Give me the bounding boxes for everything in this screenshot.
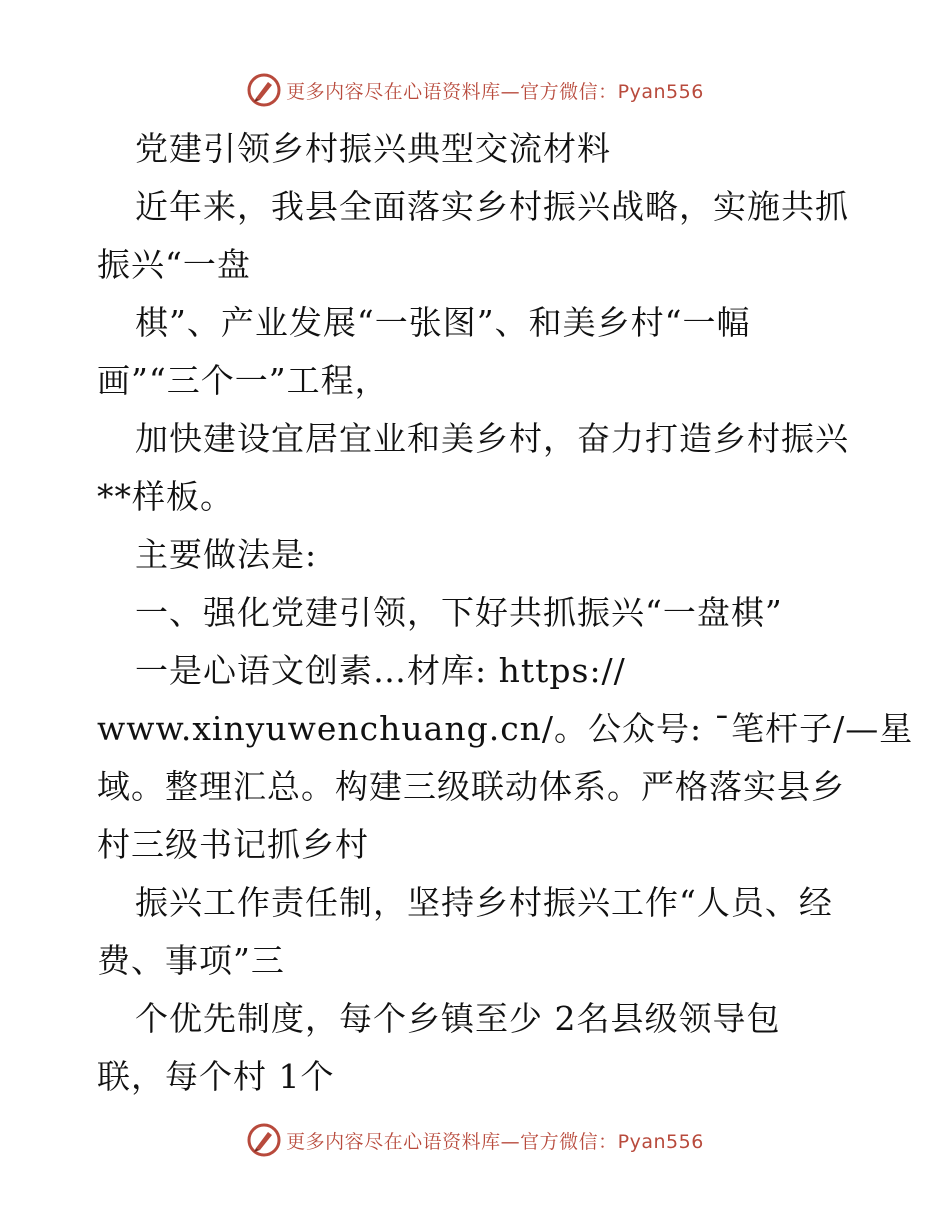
document-title: 党建引领乡村振兴典型交流材料 [135,129,611,168]
banner-text: 更多内容尽在心语资料库—官方微信：Pyan556 [286,80,704,103]
paragraph-line: 个优先制度，每个乡镇至少 2名县级领导包 [135,999,781,1038]
paragraph-line: **样板。 [97,477,234,516]
paragraph-line: 振兴“一盘 [97,245,251,284]
paragraph-line: 近年来，我县全面落实乡村振兴战略，实施共抓 [135,187,849,226]
document-body [97,120,914,1106]
url-line: www.xinyuwenchuang.cn/。公众号: ¯笔杆子/—星 [97,709,914,748]
paragraph-line: 加快建设宜居宜业和美乡村，奋力打造乡村振兴 [135,419,849,458]
paragraph-line: 振兴工作责任制，坚持乡村振兴工作“人员、经 [135,883,833,922]
pen-logo-icon [246,72,282,108]
paragraph-line: 费、事项”三 [97,941,285,980]
paragraph-line: 域。整理汇总。构建三级联动体系。严格落实县乡 [97,767,845,806]
paragraph-line: 村三级书记抓乡村 [97,825,369,864]
paragraph-line: 联，每个村 1个 [97,1057,335,1096]
paragraph-line: 棋”、产业发展“一张图”、和美乡村“一幅 [135,303,751,342]
header-banner[interactable] [0,70,950,110]
section-heading: 一、强化党建引领，下好共抓振兴“一盘棋” [135,593,783,632]
paragraph-line: 一是心语文创素…材库: https:// [135,651,626,690]
banner-text: 更多内容尽在心语资料库—官方微信：Pyan556 [286,1130,704,1153]
paragraph-line: 主要做法是: [135,535,318,574]
footer-banner[interactable] [0,1120,950,1160]
pen-logo-icon [246,1122,282,1158]
paragraph-line: 画”“三个一”工程， [97,361,389,400]
